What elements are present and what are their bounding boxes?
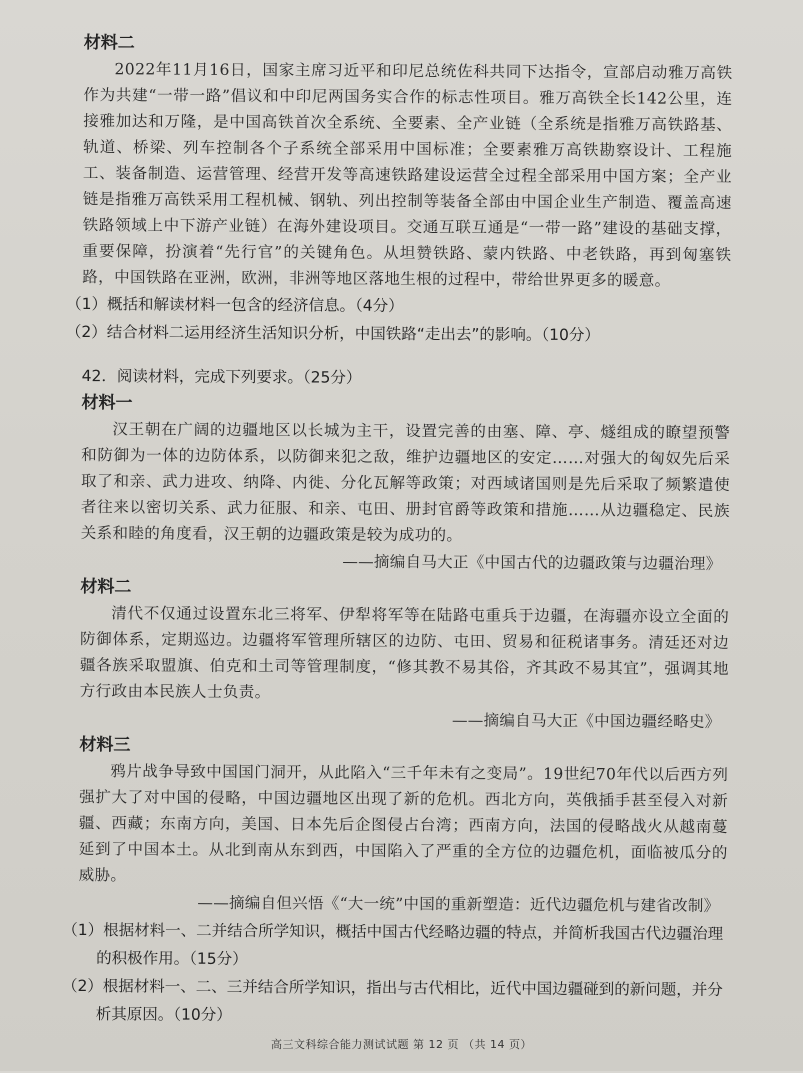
q42-material-2-paragraph: 清代不仅通过设置东北三将军、伊犁将军等在陆路屯重兵于边疆，在海疆亦设立全面的防御体系，定期巡边。边疆将军管理所辖区的边防、屯田、贸易和征税诸事务。清廷还对边疆各族采取盟旗、伯克和土司等管理制度，“修其教不易其俗，齐其政不易其宜”，强调其地方行政由本民族人士负责。: [79, 604, 730, 702]
q42-material-2-heading: 材料二: [80, 577, 132, 598]
question-41-sub-2: （2）结合材料二运用经济生活知识分析，中国铁路“走出去”的影响。（10分）: [65, 322, 600, 345]
question-42-title: 42．阅读材料，完成下列要求。（25分）: [81, 367, 362, 387]
q42-material-1-heading: 材料一: [81, 393, 133, 414]
question-41-sub-1: （1）概括和解读材料一包含的经济信息。（4分）: [66, 294, 404, 316]
q42-material-3-heading: 材料三: [79, 735, 131, 756]
question-42-sub-1: （1）根据材料一、二并结合所学知识，概括中国古代经略边疆的特点，并简析我国古代边疆治理的积极作用。（15分）: [62, 920, 724, 969]
q42-material-1-source: ——摘编自马大正《中国古代的边疆政策与边疆治理》: [342, 552, 722, 573]
material-2-paragraph: 2022年11月16日，国家主席习近平和印尼总统佐科共同下达指令，宣部启动雅万高铁作为共建“一带一路”倡议和中印尼两国务实合作的标志性项目。雅万高铁全长142公里，连接雅加达和万隆，是中国高铁首次全系统、全要素、全产业链（全系统是指雅万高铁路基、轨道、桥梁、列车控制各个子系统全部采用中国标准；全要素雅万高铁勘察设计、工程施工、装备制造、运营管理、经营开发等高速铁路建设运营全过程全部采用中国方案；全产业链是指雅万高铁采用工程机械、钢轨、列出控制等装备全部由中国企业生产制造、覆盖高速铁路领域上中下游产业链）在海外建设项目。交通互联互通是“一带一路”建设的基础支撑，重要保障，扮演着“先行官”的关键角色。从坦赞铁路、蒙内铁路、中老铁路，再到匈塞铁路，中国铁路在亚洲，欧洲，非洲等地区落地生根的过程中，带给世界更多的暖意。: [82, 60, 733, 290]
q42-material-2-source: ——摘编自马大正《中国边疆经略史》: [451, 711, 721, 731]
q42-material-1-paragraph: 汉王朝在广阔的边疆地区以长城为主干，设置完善的由塞、障、亭、燧组成的瞭望预警和防御为一体的边防体系，以防御来犯之敌，维护边疆地区的安定……对强大的匈奴先后采取了和亲、武力进攻、纳降、内徙、分化瓦解等政策；对西域诸国则是先后采取了频繁遣使者往来以密切关系、武力征服、和亲、屯田、册封官爵等政策和措施……从边疆稳定、民族关系和睦的角度看，汉王朝的边疆政策是较为成功的。: [80, 420, 731, 545]
page-footer: 高三文科综合能力测试试题 第 12 页 （共 14 页）: [271, 1038, 532, 1051]
question-42-sub-2: （2）根据材料一、二、三并结合所学知识，指出与古代相比，近代中国边疆碰到的新问题，并分析其原因。（10分）: [61, 976, 723, 1024]
q42-material-3-paragraph: 鸦片战争导致中国国门洞开，从此陷入“三千年未有之变局”。19世纪70年代以后西方列强扩大了对中国的侵略，中国边疆地区出现了新的危机。西北方向，英俄插手甚至侵入对新疆、西藏；东南方向，美国、日本先后企图侵占台湾；西南方向，法国的侵略战火从越南蔓延到了中国本土。从北到南从东到西，中国陷入了严重的全方位的边疆危机，面临被瓜分的威胁。: [78, 762, 729, 885]
q42-material-3-source: ——摘编自但兴悟《“大一统”中国的重新塑造：近代边疆危机与建省改制》: [197, 893, 720, 915]
material-2-heading: 材料二: [83, 33, 135, 54]
